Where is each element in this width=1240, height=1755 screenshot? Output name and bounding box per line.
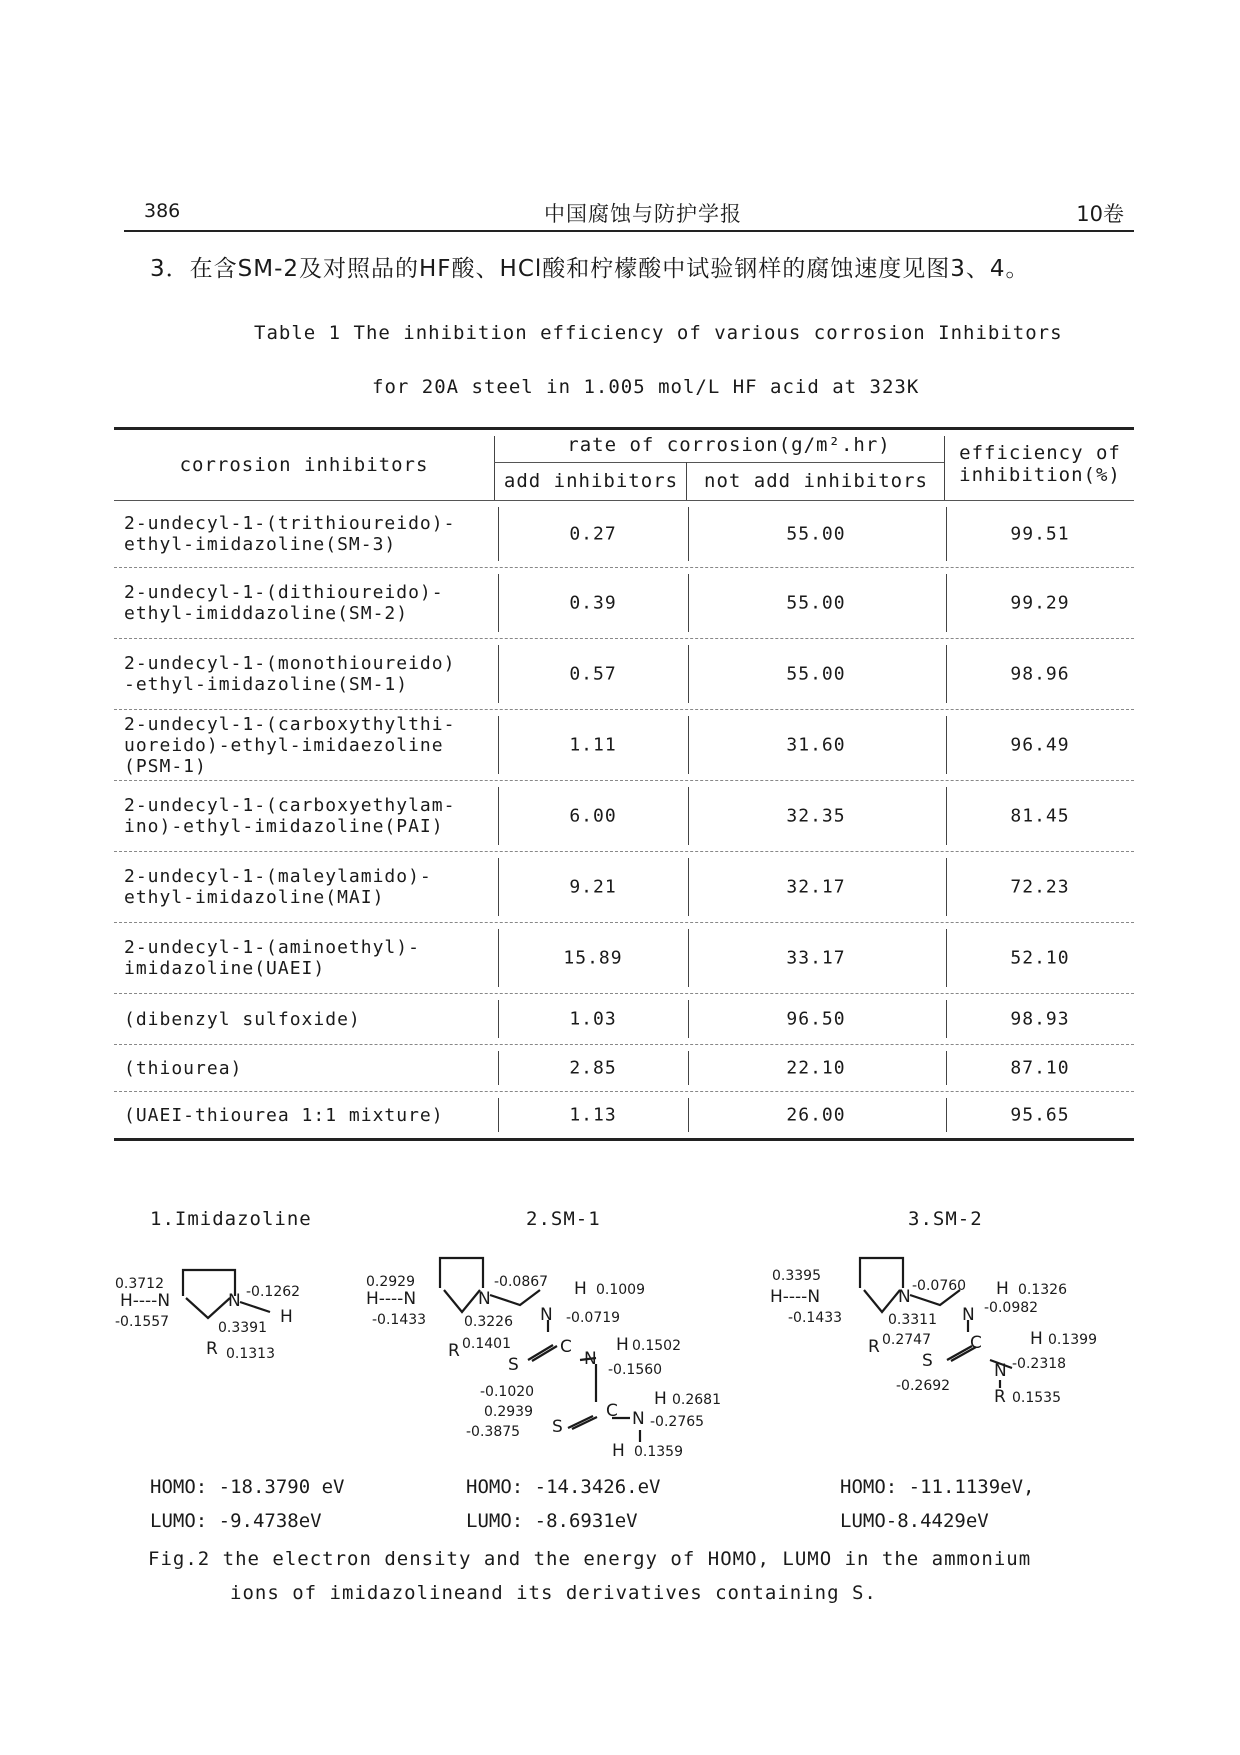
s2-label-k: R [448,1341,460,1361]
s2-label-a: 0.2929 [366,1274,415,1290]
s3-label-i: N [962,1305,975,1325]
s2-label-aa: -0.3875 [466,1424,521,1440]
s2-label-x: N [632,1409,645,1429]
figure-caption-line2: ions of imidazolineand its derivatives containing S. [230,1582,877,1604]
s2-label-u: 0.2681 [672,1392,721,1408]
table-caption-line1: Table 1 The inhibition efficiency of various corrosion Inhibitors [254,322,1063,344]
s2-label-d: -0.0867 [494,1274,549,1290]
cell-eff: 95.65 [1010,1104,1070,1126]
table-row [114,923,1134,994]
inhibitor-table [114,427,1134,1141]
inhibitor-name: (dibenzyl sulfoxide) [124,1008,361,1030]
journal-title: 中国腐蚀与防护学报 [544,202,742,226]
table-row [114,639,1134,710]
s2-label-f: 0.1009 [596,1282,645,1298]
s3-label-l: 0.2747 [882,1332,931,1348]
cell-add: 0.39 [569,592,617,614]
inhibitor-name: (thiourea) [124,1057,243,1079]
cell-not-add: 26.00 [786,1104,846,1126]
cell-not-add: 33.17 [786,947,846,969]
cell-not-add: 31.60 [786,734,846,756]
cell-add: 0.57 [569,663,617,685]
cell-not-add: 96.50 [786,1008,846,1030]
cell-add: 1.11 [569,734,617,756]
s1-label-f: 0.3391 [218,1320,267,1336]
page-number: 386 [144,200,181,222]
s2-label-w: C [606,1401,618,1421]
inhibitor-name: 2-undecyl-1-(maleylamido)- ethyl-imidazoline(MAI) [124,866,432,908]
s2-label-l: 0.1401 [462,1336,511,1352]
s2-label-v: 0.2939 [484,1404,533,1420]
s1-label-h: R [206,1339,218,1359]
s3-label-b: H----N [770,1287,821,1307]
cell-add: 1.13 [569,1104,617,1126]
structure1-title: 1.Imidazoline [150,1208,312,1230]
inhibitor-name: 2-undecyl-1-(trithioureido)- ethyl-imidazoline(SM-3) [124,513,456,555]
s3-label-k: R [868,1337,880,1357]
s2-label-ac: 0.1359 [634,1444,683,1460]
s3-label-f: 0.1326 [1018,1282,1067,1298]
inhibitor-name: 2-undecyl-1-(carboxythylthi- uoreido)-ethyl-imidaezoline (PSM-1) [124,713,456,777]
cell-eff: 87.10 [1010,1057,1070,1079]
s3-label-q: N [994,1361,1007,1381]
inhibitor-name: 2-undecyl-1-(monothioureido) -ethyl-imidazoline(SM-1) [124,653,456,695]
cell-not-add: 55.00 [786,663,846,685]
s2-label-e: H [574,1279,587,1299]
s2-label-t: H [654,1389,667,1409]
s1-label-c: N [228,1291,241,1311]
s1-label-d: -0.1262 [246,1284,301,1300]
table-row [114,1045,1134,1092]
s1-label-b: H----N [120,1291,171,1311]
s3-label-t: R [994,1387,1006,1407]
cell-not-add: 32.17 [786,876,846,898]
s1-label-e: -0.1557 [115,1314,170,1330]
s3-label-s: -0.2692 [896,1378,951,1394]
cell-eff: 98.93 [1010,1008,1070,1030]
table-row [114,781,1134,852]
s3-label-e: H [996,1279,1009,1299]
table-row [114,501,1134,568]
inhibitor-name: 2-undecyl-1-(carboxyethylam- ino)-ethyl-imidazoline(PAI) [124,795,456,837]
structure2-title: 2.SM-1 [526,1208,601,1230]
cell-eff: 52.10 [1010,947,1070,969]
s2-label-r: -0.1560 [608,1362,663,1378]
s1-homo: HOMO: -18.3790 eV [150,1476,345,1498]
structure3-title: 3.SM-2 [908,1208,983,1230]
cell-not-add: 55.00 [786,592,846,614]
s1-label-a: 0.3712 [115,1276,164,1292]
s3-label-u: 0.1535 [1012,1390,1061,1406]
cell-eff: 99.51 [1010,523,1070,545]
header-efficiency-line2: inhibition(%) [959,464,1121,486]
header-rate: rate of corrosion(g/m².hr) [567,434,891,456]
s3-label-p: S [922,1351,933,1371]
s3-label-a: 0.3395 [772,1268,821,1284]
table-header [114,430,1134,501]
s1-label-i: 0.1313 [226,1346,275,1362]
table-row [114,994,1134,1045]
inhibitor-name: 2-undecyl-1-(aminoethyl)- imidazoline(UAEI) [124,937,420,979]
cell-add: 15.89 [563,947,623,969]
s2-homo: HOMO: -14.3426.eV [466,1476,661,1498]
cell-eff: 99.29 [1010,592,1070,614]
s3-homo: HOMO: -11.1139eV, [840,1476,1035,1498]
s2-label-i: N [540,1305,553,1325]
s2-label-j: -0.0719 [566,1310,621,1326]
s2-label-q: S [508,1355,519,1375]
s2-label-y: -0.2765 [650,1414,705,1430]
volume-label: 10卷 [1076,202,1124,226]
s3-label-c: N [898,1287,911,1307]
header-efficiency [946,442,1134,486]
cell-add: 6.00 [569,805,617,827]
s2-label-m: C [560,1337,572,1357]
header-efficiency-line1: efficiency of [959,442,1121,464]
s3-label-g: -0.1433 [788,1310,843,1326]
header-add: add inhibitors [503,470,679,492]
s3-label-j: -0.0982 [984,1300,1039,1316]
cell-eff: 81.45 [1010,805,1070,827]
s2-label-ab: H [612,1441,625,1460]
s2-label-c: N [478,1289,491,1309]
cell-not-add: 55.00 [786,523,846,545]
s3-label-d: -0.0760 [912,1278,967,1294]
inhibitor-name: (UAEI-thiourea 1:1 mixture) [124,1104,444,1126]
table-body [114,501,1134,1138]
s3-label-o: 0.1399 [1048,1332,1097,1348]
table-row [114,710,1134,781]
s2-lumo: LUMO: -8.6931eV [466,1510,638,1532]
s1-lumo: LUMO: -9.4738eV [150,1510,322,1532]
cell-eff: 98.96 [1010,663,1070,685]
cell-not-add: 32.35 [786,805,846,827]
header-not-add: not add inhibitors [704,470,928,492]
table-row [114,568,1134,639]
s3-label-r: -0.2318 [1012,1356,1067,1372]
cell-eff: 72.23 [1010,876,1070,898]
header-inhibitor: corrosion inhibitors [179,454,429,476]
cell-eff: 96.49 [1010,734,1070,756]
s3-lumo: LUMO-8.4429eV [840,1510,989,1532]
inhibitor-name: 2-undecyl-1-(dithioureido)- ethyl-imiddazoline(SM-2) [124,582,444,624]
figure-structures [0,1240,1240,1460]
s3-label-m: C [970,1333,982,1353]
s2-label-s: -0.1020 [480,1384,535,1400]
s3-label-h: 0.3311 [888,1312,937,1328]
s2-label-z: S [552,1417,563,1437]
s2-label-g: -0.1433 [372,1312,427,1328]
s2-label-b: H----N [366,1289,417,1309]
s2-label-p: 0.1502 [632,1338,681,1354]
cell-add: 1.03 [569,1008,617,1030]
cell-add: 2.85 [569,1057,617,1079]
table-row [114,852,1134,923]
intro-paragraph: 3．在含SM-2及对照品的HF酸、HCl酸和柠檬酸中试验钢样的腐蚀速度见图3、4。 [150,256,1030,282]
s2-label-o: H [616,1335,629,1355]
s3-label-n: H [1030,1329,1043,1349]
cell-not-add: 22.10 [786,1057,846,1079]
s2-label-n: N [584,1349,597,1369]
s1-label-g: H [280,1307,293,1327]
figure-caption-line1: Fig.2 the electron density and the energy of HOMO, LUMO in the ammonium [148,1548,1032,1570]
s2-label-h: 0.3226 [464,1314,513,1330]
table-row [114,1092,1134,1138]
cell-add: 0.27 [569,523,617,545]
cell-add: 9.21 [569,876,617,898]
running-header [124,196,1134,232]
table-caption-line2: for 20A steel in 1.005 mol/L HF acid at 323K [372,376,920,398]
